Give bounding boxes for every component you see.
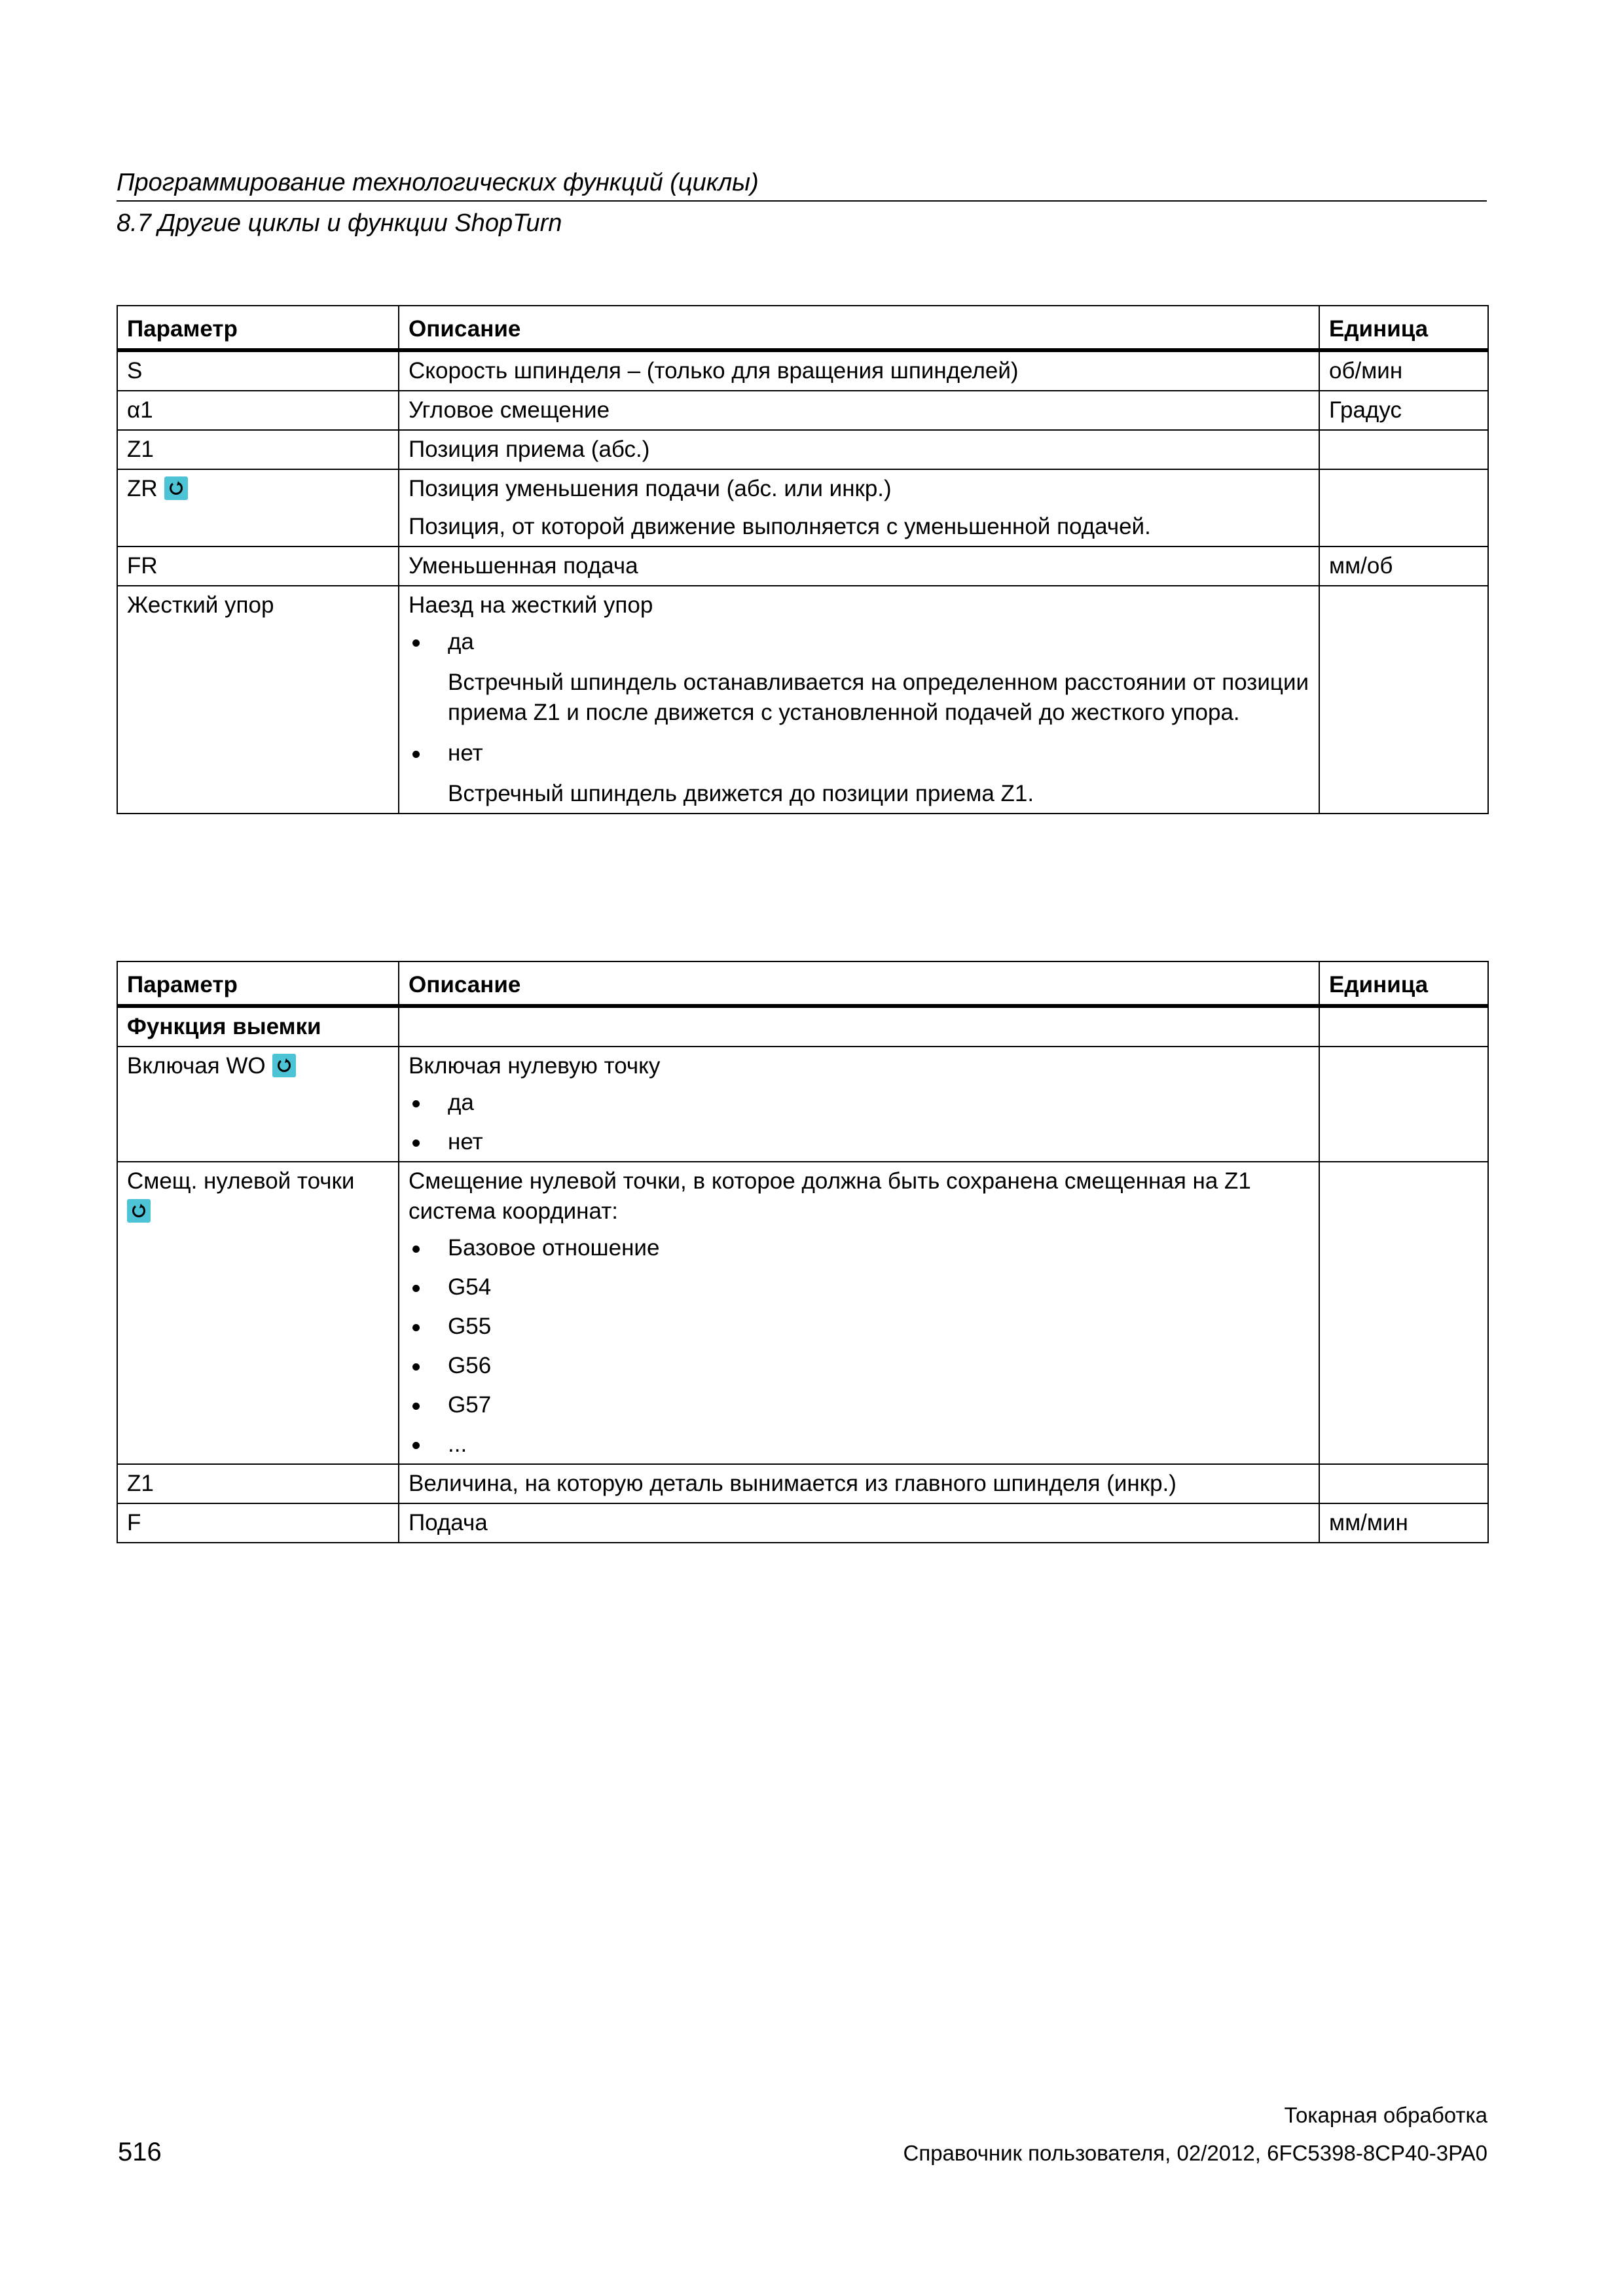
table-row bbox=[117, 350, 1488, 391]
param-cell bbox=[117, 469, 399, 547]
param-label: ZR bbox=[127, 476, 158, 501]
description-cell: Скорость шпинделя – (только для вращения шпинделей) bbox=[399, 350, 1319, 391]
option-detail: Встречный шпиндель останавливается на определенном расстоянии от позиции приема Z1 и после движется с установленной подачей до жесткого упора. bbox=[448, 670, 1309, 725]
toggle-icon bbox=[127, 1199, 151, 1223]
option-item bbox=[409, 627, 1309, 657]
section-row bbox=[117, 1006, 1488, 1047]
table-row bbox=[117, 469, 1488, 547]
unit-cell: Градус bbox=[1319, 391, 1488, 430]
description-cell bbox=[399, 469, 1319, 547]
book-title: Токарная обработка bbox=[1284, 2103, 1487, 2127]
option-list bbox=[409, 738, 1309, 768]
unit-cell bbox=[1319, 1464, 1488, 1503]
option-label: да bbox=[448, 629, 474, 655]
section-label: Функция выемки bbox=[117, 1006, 399, 1047]
param-label: Включая WO bbox=[127, 1053, 266, 1079]
description-cell bbox=[399, 586, 1319, 814]
parameter-table-2 bbox=[117, 961, 1489, 1543]
column-header-unit: Единица bbox=[1319, 961, 1488, 1006]
description-cell bbox=[399, 1162, 1319, 1464]
unit-cell: мм/мин bbox=[1319, 1503, 1488, 1543]
description-text: Включая нулевую точку bbox=[409, 1053, 661, 1079]
description-cell: Угловое смещение bbox=[399, 391, 1319, 430]
table-header-row bbox=[117, 961, 1488, 1006]
unit-cell bbox=[1319, 469, 1488, 547]
unit-cell: об/мин bbox=[1319, 350, 1488, 391]
option-item: G55 bbox=[409, 1312, 1309, 1342]
option-item: G57 bbox=[409, 1390, 1309, 1420]
option-list bbox=[409, 1233, 1309, 1460]
chapter-title: Программирование технологических функций (циклы) bbox=[117, 169, 759, 196]
column-header-description: Описание bbox=[399, 961, 1319, 1006]
option-item: G56 bbox=[409, 1351, 1309, 1381]
description-cell bbox=[399, 1006, 1319, 1047]
param-cell: FR bbox=[117, 547, 399, 586]
option-item: Базовое отношение bbox=[409, 1233, 1309, 1263]
toggle-icon bbox=[272, 1054, 296, 1077]
unit-cell bbox=[1319, 1006, 1488, 1047]
table-row bbox=[117, 547, 1488, 586]
option-item: да bbox=[409, 1088, 1309, 1118]
document-reference: Справочник пользователя, 02/2012, 6FC5398-8CP40-3PA0 bbox=[903, 2141, 1487, 2165]
table-header-row bbox=[117, 306, 1488, 350]
param-cell: Z1 bbox=[117, 1464, 399, 1503]
option-label: нет bbox=[448, 740, 483, 766]
param-cell: α1 bbox=[117, 391, 399, 430]
description-cell: Величина, на которую деталь вынимается из главного шпинделя (инкр.) bbox=[399, 1464, 1319, 1503]
param-label: Смещ. нулевой точки bbox=[127, 1168, 355, 1194]
description-cell: Подача bbox=[399, 1503, 1319, 1543]
param-cell: Z1 bbox=[117, 430, 399, 469]
unit-cell bbox=[1319, 586, 1488, 814]
description-cell: Уменьшенная подача bbox=[399, 547, 1319, 586]
toggle-icon bbox=[164, 476, 188, 500]
table-row bbox=[117, 1464, 1488, 1503]
option-item: G54 bbox=[409, 1272, 1309, 1302]
description-text: Смещение нулевой точки, в которое должна быть сохранена смещенная на Z1 система координат: bbox=[409, 1168, 1251, 1224]
table-row bbox=[117, 430, 1488, 469]
param-cell: Жесткий упор bbox=[117, 586, 399, 814]
description-cell bbox=[399, 1047, 1319, 1162]
option-list bbox=[409, 1088, 1309, 1157]
option-item: ... bbox=[409, 1429, 1309, 1460]
unit-cell: мм/об bbox=[1319, 547, 1488, 586]
unit-cell bbox=[1319, 1162, 1488, 1464]
table-row bbox=[117, 391, 1488, 430]
table-row bbox=[117, 1503, 1488, 1543]
table-row bbox=[117, 586, 1488, 814]
param-cell bbox=[117, 1162, 399, 1464]
parameter-table-1 bbox=[117, 305, 1489, 814]
param-cell: F bbox=[117, 1503, 399, 1543]
unit-cell bbox=[1319, 1047, 1488, 1162]
column-header-parameter: Параметр bbox=[117, 961, 399, 1006]
param-cell bbox=[117, 1047, 399, 1162]
header-divider bbox=[117, 200, 1487, 202]
column-header-unit: Единица bbox=[1319, 306, 1488, 350]
param-cell: S bbox=[117, 350, 399, 391]
section-title: 8.7 Другие циклы и функции ShopTurn bbox=[117, 209, 562, 237]
description-text: Позиция, от которой движение выполняется с уменьшенной подачей. bbox=[409, 514, 1151, 539]
option-item bbox=[409, 738, 1309, 768]
description-cell: Позиция приема (абс.) bbox=[399, 430, 1319, 469]
description-text: Позиция уменьшения подачи (абс. или инкр.) bbox=[409, 476, 892, 501]
column-header-parameter: Параметр bbox=[117, 306, 399, 350]
option-list bbox=[409, 627, 1309, 657]
description-text: Наезд на жесткий упор bbox=[409, 592, 653, 618]
table-row bbox=[117, 1162, 1488, 1464]
column-header-description: Описание bbox=[399, 306, 1319, 350]
table-row bbox=[117, 1047, 1488, 1162]
unit-cell bbox=[1319, 430, 1488, 469]
page-number: 516 bbox=[118, 2138, 162, 2166]
option-detail: Встречный шпиндель движется до позиции приема Z1. bbox=[448, 781, 1034, 806]
option-item: нет bbox=[409, 1127, 1309, 1157]
